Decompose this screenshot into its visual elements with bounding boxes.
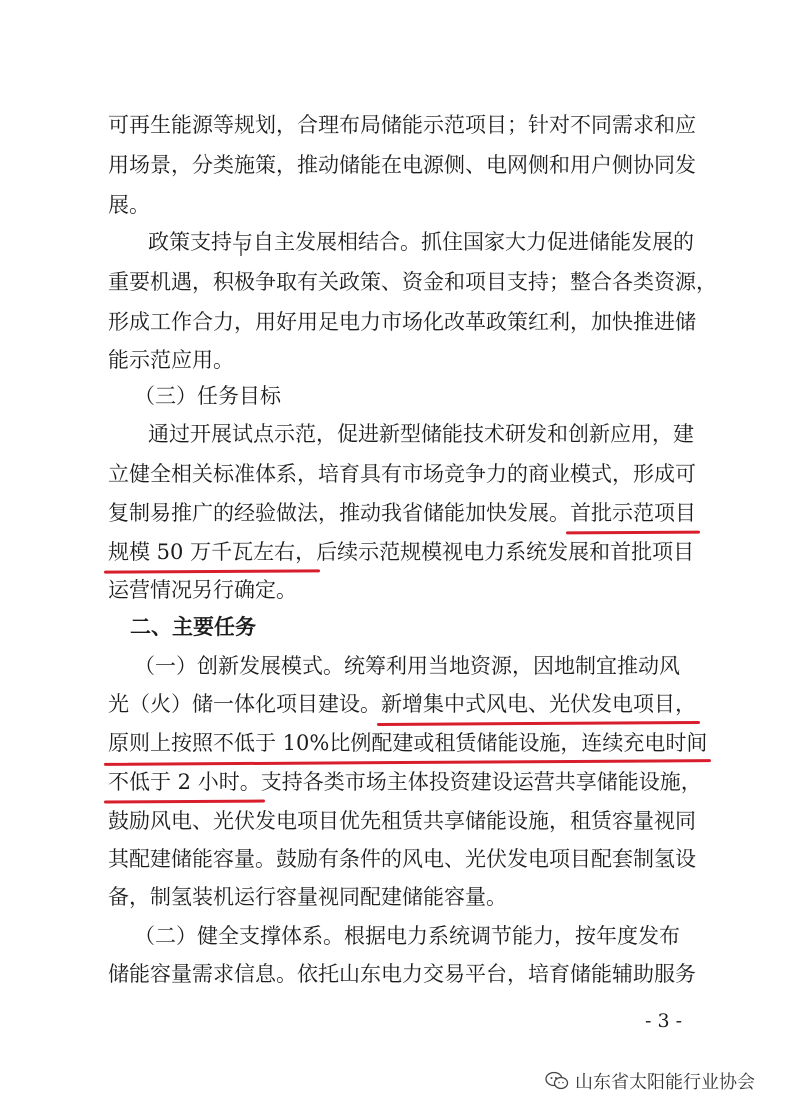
highlighted-text: 新增集中式风电、光伏发电项目， [381,689,696,719]
watermark-text: 山东省太阳能行业协会 [575,1072,755,1093]
text-line [108,728,792,758]
text-line: 能示范应用。 [108,348,234,372]
text-line: 形成工作合力，用好用足电力市场化改革政策红利，加快推进储 [108,310,696,334]
text-line: 立健全相关标准体系，培育具有市场竞争力的商业模式，形成可 [108,462,696,486]
text-line: 其配建储能容量。鼓励有条件的风电、光伏发电项目配套制氢设 [108,847,696,871]
highlighted-text: 规模 50 万千瓦左右， [108,537,316,567]
text-line: 重要机遇，积极争取有关政策、资金和项目支持；整合各类资源， [108,270,717,294]
section-heading: （三）任务目标 [134,384,281,408]
text-span: 后续示范规模视电力系统发展和首批项目 [316,540,695,564]
highlighted-text: 首批示范项目 [570,498,696,528]
text-line: 用场景，分类施策，推动储能在电源侧、电网侧和用户侧协同发 [108,153,696,177]
text-line: 运营情况另行确定。 [108,578,297,602]
text-line: 政策支持与自主发展相结合。抓住国家大力促进储能发展的 [148,230,694,254]
text-line: 鼓励风电、光伏发电项目优先租赁共享储能设施，租赁容量视同 [108,809,696,833]
text-line [108,537,792,567]
text-line: 储能容量需求信息。依托山东电力交易平台，培育储能辅助服务 [108,962,696,986]
text-span: 复制易推广的经验做法，推动我省储能加快发展。 [108,501,570,525]
text-line: （二）健全支撑体系。根据电力系统调节能力，按年度发布 [134,924,680,948]
section-heading: 二、主要任务 [130,614,256,639]
highlighted-text: 原则上按照不低于 10%比例配建或租赁储能设施，连续充电时间 [108,728,707,758]
text-line [108,498,792,528]
highlighted-text: 不低于 2 小时。 [108,767,261,797]
text-span: 光（火）储一体化项目建设。 [108,692,381,716]
text-line: 通过开展试点示范，促进新型储能技术研发和创新应用，建 [148,422,694,446]
page-number: - 3 - [645,1010,683,1032]
text-span: 支持各类市场主体投资建设运营共享储能设施， [260,770,702,794]
text-line: （一）创新发展模式。统筹利用当地资源，因地制宜推动风 [134,654,680,678]
text-line: 可再生能源等规划，合理布局储能示范项目；针对不同需求和应 [108,113,696,137]
text-line [108,689,792,719]
wechat-icon [545,1071,569,1091]
text-line [108,767,792,797]
watermark [545,1068,755,1094]
text-line: 展。 [108,193,150,217]
text-line: 备，制氢装机运行容量视同配建储能容量。 [108,885,507,909]
